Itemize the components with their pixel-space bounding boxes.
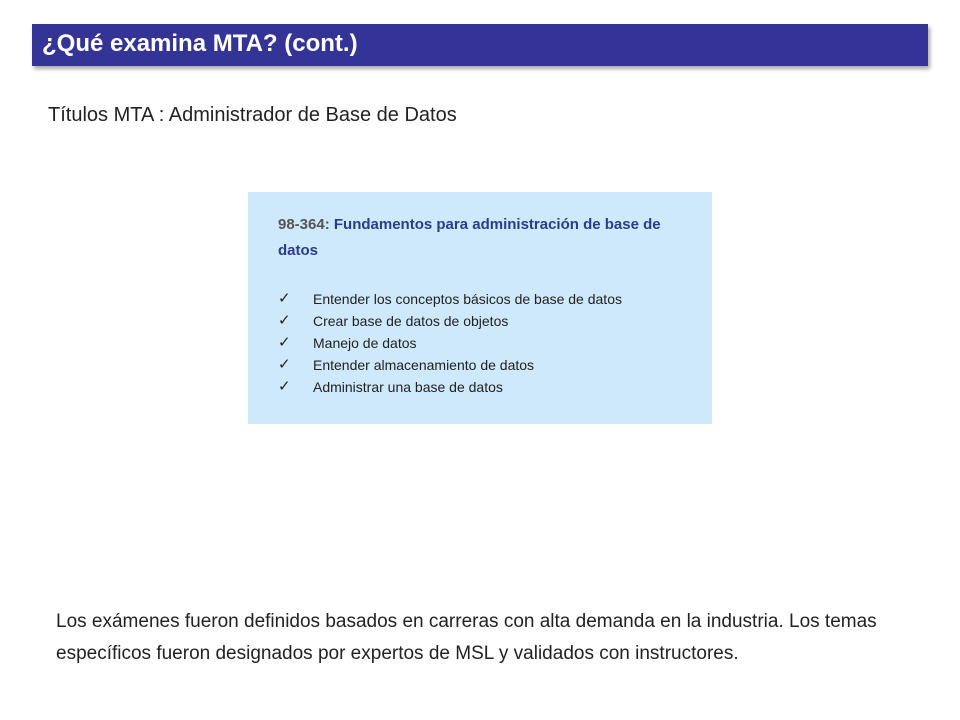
list-item xyxy=(278,288,622,310)
footer-paragraph: Los exámenes fueron definidos basados en carreras con alta demanda en la industria. Los temas específicos fueron designados por expertos de MSL y validados con instructores. xyxy=(56,611,877,664)
exam-name: Fundamentos para administración de base de datos xyxy=(278,216,661,259)
topic-label: Administrar una base de datos xyxy=(313,379,503,395)
topic-label: Entender los conceptos básicos de base de datos xyxy=(313,291,622,307)
section-subtitle: Títulos MTA : Administrador de Base de Datos xyxy=(48,104,457,126)
page-title: ¿Qué examina MTA? (cont.) xyxy=(42,30,358,57)
list-item xyxy=(278,354,622,376)
check-icon: ✓ xyxy=(278,334,291,351)
topic-label: Crear base de datos de objetos xyxy=(313,313,509,329)
exam-topic-list xyxy=(278,288,622,398)
check-icon: ✓ xyxy=(278,290,291,307)
exam-heading xyxy=(278,212,688,264)
check-icon: ✓ xyxy=(278,356,291,373)
check-icon: ✓ xyxy=(278,378,291,395)
exam-card xyxy=(248,192,712,424)
topic-label: Manejo de datos xyxy=(313,335,417,351)
list-item xyxy=(278,376,622,398)
exam-code: 98-364: xyxy=(278,216,330,233)
topic-label: Entender almacenamiento de datos xyxy=(313,357,535,373)
check-icon: ✓ xyxy=(278,312,291,329)
list-item xyxy=(278,310,622,332)
title-bar xyxy=(32,24,928,66)
list-item xyxy=(278,332,622,354)
